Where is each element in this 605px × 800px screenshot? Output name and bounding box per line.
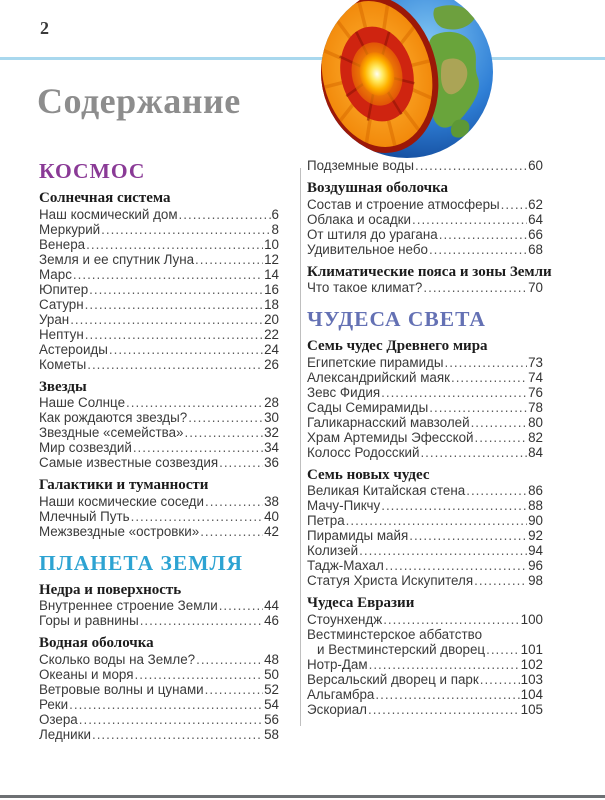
dot-leader: [70, 312, 263, 327]
entry-title: Ветровые волны и цунами: [39, 681, 204, 697]
dot-leader: [429, 400, 527, 415]
dot-leader: [451, 370, 527, 385]
entry-title: Юпитер: [39, 281, 89, 297]
dot-leader: [423, 280, 527, 295]
toc-entry: [39, 652, 279, 667]
dot-leader: [69, 697, 263, 712]
entry-page-number: 73: [528, 354, 543, 370]
entry-page-number: 56: [264, 711, 279, 727]
dot-leader: [368, 702, 520, 717]
dot-leader: [359, 543, 527, 558]
toc-entry: [307, 355, 543, 370]
dot-leader: [466, 483, 527, 498]
entry-title: Ледники: [39, 726, 91, 742]
entry-page-number: 74: [528, 369, 543, 385]
toc-entry: [307, 612, 543, 627]
toc-entry: [307, 627, 543, 657]
entry-page-number: 62: [528, 196, 543, 212]
group-subheading: Солнечная система: [39, 190, 171, 206]
dot-leader: [205, 494, 263, 509]
toc-entry: [39, 712, 279, 727]
toc-entry: [307, 430, 543, 445]
toc-entry: [39, 252, 279, 267]
entry-title: Звездные «семейства»: [39, 425, 184, 440]
entry-title: Уран: [39, 311, 70, 327]
toc-entry: [39, 494, 279, 509]
entry-page-number: 92: [528, 528, 543, 543]
entry-page-number: 78: [528, 399, 543, 415]
entry-page-number: 50: [264, 666, 279, 682]
group-subheading: Семь новых чудес: [307, 466, 430, 483]
entry-page-number: 80: [528, 414, 543, 430]
entry-page-number: 102: [520, 656, 543, 672]
entry-page-number: 46: [264, 613, 279, 628]
toc-entry: [39, 440, 279, 455]
dot-leader: [87, 357, 263, 372]
entry-page-number: 12: [264, 251, 279, 267]
entry-page-number: 90: [528, 513, 543, 528]
dot-leader: [412, 212, 527, 227]
toc-entry: [39, 237, 279, 252]
toc-entry: [39, 207, 279, 222]
entry-title: Венера: [39, 236, 86, 252]
entry-title: Зевс Фидия: [307, 384, 381, 400]
toc-entry: [307, 280, 543, 295]
entry-page-number: 100: [520, 611, 543, 627]
column-divider: [300, 168, 301, 726]
entry-title: Меркурий: [39, 221, 101, 237]
section-heading: КОСМОС: [39, 159, 146, 183]
entry-page-number: 54: [264, 696, 279, 712]
dot-leader: [109, 342, 263, 357]
dot-leader: [486, 642, 520, 657]
dot-leader: [134, 667, 263, 682]
dot-leader: [480, 672, 520, 687]
toc-entry: [307, 400, 543, 415]
dot-leader: [501, 197, 527, 212]
entry-title: Колосс Родосский: [307, 444, 420, 460]
entry-page-number: 10: [264, 236, 279, 252]
entry-page-number: 84: [528, 444, 543, 460]
entry-page-number: 48: [264, 651, 279, 667]
entry-title: Египетские пирамиды: [307, 354, 444, 370]
entry-page-number: 88: [528, 498, 543, 513]
toc-entry: [39, 297, 279, 312]
toc-entry: [39, 455, 279, 470]
toc-entry: [39, 509, 279, 524]
toc-column-left: [39, 158, 279, 742]
entry-title: Наш космический дом: [39, 206, 178, 222]
entry-title: От штиля до урагана: [307, 226, 438, 242]
entry-page-number: 96: [528, 558, 543, 573]
entry-title: Сатурн: [39, 296, 84, 312]
toc-entry: [307, 385, 543, 400]
entry-title: Эскориал: [307, 701, 367, 717]
dot-leader: [133, 440, 263, 455]
bottom-rule: [0, 795, 605, 798]
toc-entry: [307, 242, 543, 257]
entry-page-number: 70: [528, 280, 543, 295]
entry-page-number: 20: [264, 311, 279, 327]
toc-entry: [39, 613, 279, 628]
dot-leader: [219, 455, 263, 470]
entry-page-number: 94: [528, 543, 543, 558]
dot-leader: [439, 227, 527, 242]
toc-entry: [39, 395, 279, 410]
entry-page-number: 101: [520, 641, 543, 657]
dot-leader: [85, 327, 263, 342]
entry-title: Земля и ее спутник Луна: [39, 251, 195, 267]
entry-page-number: 86: [528, 483, 543, 498]
dot-leader: [383, 612, 519, 627]
group-subheading: Галактики и туманности: [39, 477, 209, 493]
entry-title: Состав и строение атмосферы: [307, 196, 500, 212]
toc-entry: [307, 672, 543, 687]
group-subheading: Климатические пояса и зоны Земли: [307, 263, 552, 280]
entry-title: Как рождаются звезды?: [39, 410, 188, 425]
entry-title: Межзвездные «островки»: [39, 523, 200, 539]
toc-entry: [39, 327, 279, 342]
toc-entry: [39, 425, 279, 440]
entry-page-number: 8: [271, 221, 279, 237]
toc-entry: [39, 727, 279, 742]
entry-page-number: 98: [528, 573, 543, 588]
entry-page-number: 42: [264, 523, 279, 539]
entry-title: Сады Семирамиды: [307, 399, 429, 415]
entry-title: Наши космические соседи: [39, 493, 204, 509]
entry-title: Удивительное небо: [307, 241, 428, 257]
entry-page-number: 30: [264, 410, 279, 425]
entry-title: Реки: [39, 696, 69, 712]
entry-title: Облака и осадки: [307, 211, 412, 227]
dot-leader: [89, 282, 263, 297]
toc-entry: [307, 558, 543, 573]
dot-leader: [86, 237, 263, 252]
entry-page-number: 66: [528, 226, 543, 242]
entry-title: Вестминстерское аббатство: [307, 626, 483, 642]
dot-leader: [475, 430, 528, 445]
entry-page-number: 26: [264, 356, 279, 372]
dot-leader: [195, 252, 263, 267]
group-subheading: Недра и поверхность: [39, 581, 182, 598]
entry-title: Самые известные созвездия: [39, 455, 219, 470]
entry-title: Что такое климат?: [307, 280, 423, 295]
toc-entry: [307, 370, 543, 385]
toc-entry: [39, 222, 279, 237]
dot-leader: [381, 498, 527, 513]
toc-entry: [39, 524, 279, 539]
dot-leader: [471, 415, 528, 430]
dot-leader: [196, 652, 263, 667]
dot-leader: [381, 385, 527, 400]
entry-page-number: 18: [264, 296, 279, 312]
dot-leader: [420, 445, 527, 460]
entry-page-number: 64: [528, 211, 543, 227]
toc-entry: [39, 697, 279, 712]
dot-leader: [184, 425, 263, 440]
entry-page-number: 24: [264, 341, 279, 357]
entry-title: Галикарнасский мавзолей: [307, 414, 470, 430]
toc-entry: [39, 667, 279, 682]
toc-entry: [307, 212, 543, 227]
dot-leader: [369, 657, 520, 672]
entry-page-number: 34: [264, 440, 279, 455]
dot-leader: [73, 267, 263, 282]
toc-column-right: [307, 158, 552, 717]
entry-title: Наше Солнце: [39, 395, 126, 410]
entry-title: Млечный Путь: [39, 508, 130, 524]
entry-title: Кометы: [39, 356, 87, 372]
toc-entry: [307, 657, 543, 672]
toc-entry: [307, 528, 543, 543]
entry-page-number: 60: [528, 158, 543, 173]
entry-page-number: 6: [271, 206, 279, 222]
group-subheading: Чудеса Евразии: [307, 595, 415, 611]
entry-page-number: 44: [264, 598, 279, 613]
toc-entry: [307, 483, 543, 498]
group-subheading: Звезды: [39, 378, 87, 395]
section-heading: ЧУДЕСА СВЕТА: [307, 307, 486, 331]
entry-title: Марс: [39, 266, 72, 282]
entry-page-number: 22: [264, 326, 279, 342]
toc-entry: [39, 342, 279, 357]
toc-entry: [307, 573, 543, 588]
toc-entry: [307, 498, 543, 513]
entry-page-number: 52: [264, 681, 279, 697]
entry-page-number: 16: [264, 281, 279, 297]
entry-title: Горы и равнины: [39, 613, 139, 628]
dot-leader: [179, 207, 271, 222]
toc-entry: [39, 682, 279, 697]
entry-title: Стоунхендж: [307, 611, 383, 627]
entry-page-number: 104: [520, 686, 543, 702]
dot-leader: [429, 242, 527, 257]
toc-entry: [39, 598, 279, 613]
dot-leader: [444, 355, 527, 370]
dot-leader: [415, 158, 527, 173]
entry-page-number: 14: [264, 266, 279, 282]
entry-title: Альгамбра: [307, 686, 375, 702]
entry-title: Петра: [307, 513, 345, 528]
dot-leader: [188, 410, 263, 425]
dot-leader: [140, 613, 263, 628]
page-number: 2: [40, 18, 49, 38]
entry-page-number: 40: [264, 508, 279, 524]
group-subheading: Водная оболочка: [39, 635, 154, 651]
toc-entry: [39, 312, 279, 327]
entry-title: Пирамиды майя: [307, 528, 409, 543]
dot-leader: [131, 509, 263, 524]
entry-title: Озера: [39, 711, 78, 727]
entry-title: Мир созвездий: [39, 440, 132, 455]
dot-leader: [385, 558, 527, 573]
section-heading: ПЛАНЕТА ЗЕМЛЯ: [39, 550, 244, 575]
entry-title: и Вестминстерский дворец: [317, 641, 486, 657]
entry-page-number: 28: [264, 395, 279, 410]
toc-entry: [39, 410, 279, 425]
entry-title: Нотр-Дам: [307, 656, 368, 672]
dot-leader: [126, 395, 263, 410]
toc-entry: [307, 445, 543, 460]
entry-title: Александрийский маяк: [307, 369, 450, 385]
entry-page-number: 36: [264, 455, 279, 470]
dot-leader: [205, 682, 263, 697]
toc-entry: [39, 282, 279, 297]
toc-entry: [307, 687, 543, 702]
entry-title: Внутреннее строение Земли: [39, 598, 218, 613]
header-rule: [0, 57, 605, 60]
entry-page-number: 105: [520, 701, 543, 717]
entry-title: Великая Китайская стена: [307, 483, 466, 498]
dot-leader: [375, 687, 519, 702]
toc-entry: [307, 702, 543, 717]
dot-leader: [346, 513, 527, 528]
dot-leader: [101, 222, 270, 237]
toc-entry: [307, 513, 543, 528]
entry-page-number: 58: [264, 726, 279, 742]
group-subheading: Семь чудес Древнего мира: [307, 338, 488, 354]
entry-title: Нептун: [39, 326, 84, 342]
toc-entry: [307, 415, 543, 430]
entry-title: Астероиды: [39, 341, 108, 357]
toc-entry: [307, 158, 543, 173]
entry-page-number: 38: [264, 493, 279, 509]
group-subheading: Воздушная оболочка: [307, 180, 449, 196]
entry-page-number: 82: [528, 429, 543, 445]
entry-title: Мачу-Пикчу: [307, 498, 381, 513]
toc-entry: [307, 197, 543, 212]
entry-title: Сколько воды на Земле?: [39, 651, 196, 667]
toc-entry: [39, 267, 279, 282]
toc-entry: [307, 543, 543, 558]
entry-title: Подземные воды: [307, 158, 414, 173]
entry-title: Версальский дворец и парк: [307, 671, 479, 687]
entry-title: Храм Артемиды Эфесской: [307, 429, 474, 445]
dot-leader: [219, 598, 263, 613]
entry-title: Колизей: [307, 543, 359, 558]
entry-page-number: 68: [528, 241, 543, 257]
entry-title: Статуя Христа Искупителя: [307, 573, 474, 588]
dot-leader: [409, 528, 527, 543]
dot-leader: [200, 524, 263, 539]
earth-cutaway-image: [315, 0, 495, 164]
entry-title: Океаны и моря: [39, 666, 134, 682]
toc-entry: [39, 357, 279, 372]
entry-title: Тадж-Махал: [307, 558, 384, 573]
toc-entry: [307, 227, 543, 242]
entry-page-number: 32: [264, 425, 279, 440]
entry-page-number: 103: [520, 671, 543, 687]
page-title: Содержание: [37, 81, 241, 121]
dot-leader: [92, 727, 263, 742]
dot-leader: [85, 297, 263, 312]
dot-leader: [79, 712, 263, 727]
entry-page-number: 76: [528, 384, 543, 400]
dot-leader: [474, 573, 527, 588]
